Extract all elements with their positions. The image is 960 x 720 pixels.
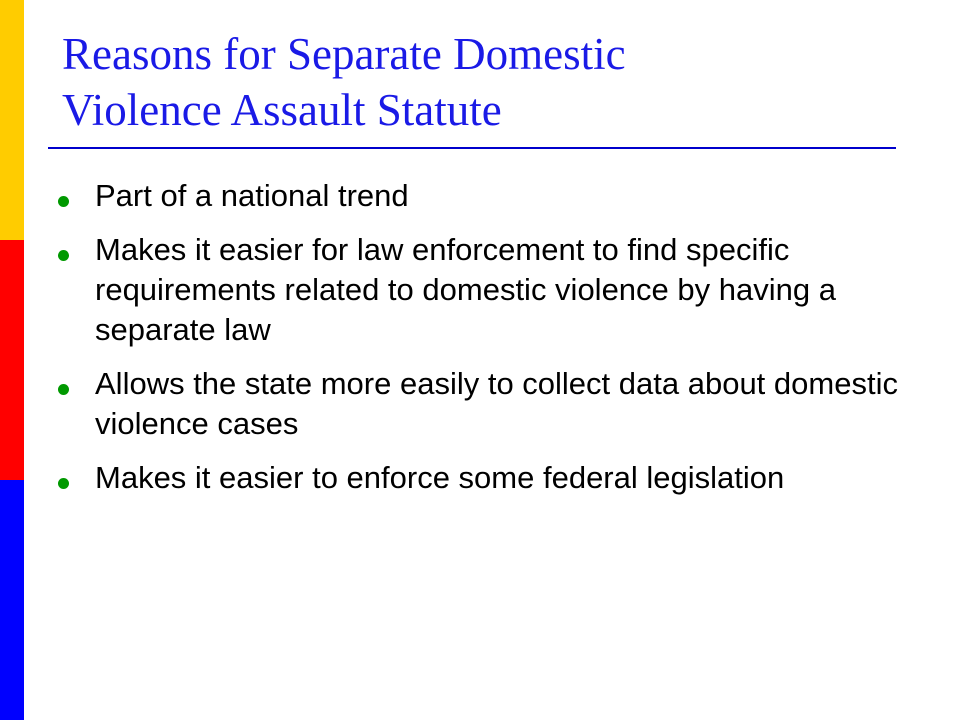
title-line-2: Violence Assault Statute (62, 85, 502, 135)
bullet-item (56, 230, 916, 350)
bullet-text: Allows the state more easily to collect data about domestic violence cases (95, 366, 898, 441)
bullet-dot-icon (58, 196, 69, 207)
bullet-list (56, 176, 916, 512)
accent-stripe-yellow (0, 0, 24, 240)
accent-stripe-red (0, 240, 24, 480)
bullet-dot-icon (58, 250, 69, 261)
bullet-dot-icon (58, 384, 69, 395)
slide-title (62, 26, 902, 138)
bullet-text: Part of a national trend (95, 178, 409, 213)
bullet-dot-icon (58, 478, 69, 489)
bullet-text: Makes it easier to enforce some federal legislation (95, 460, 785, 495)
bullet-text: Makes it easier for law enforcement to find specific requirements related to domestic violence by having a separate law (95, 232, 836, 347)
accent-stripe-blue (0, 480, 24, 720)
title-divider (48, 147, 896, 149)
bullet-item (56, 458, 916, 498)
bullet-item (56, 176, 916, 216)
title-line-1: Reasons for Separate Domestic (62, 29, 626, 79)
bullet-item (56, 364, 916, 444)
